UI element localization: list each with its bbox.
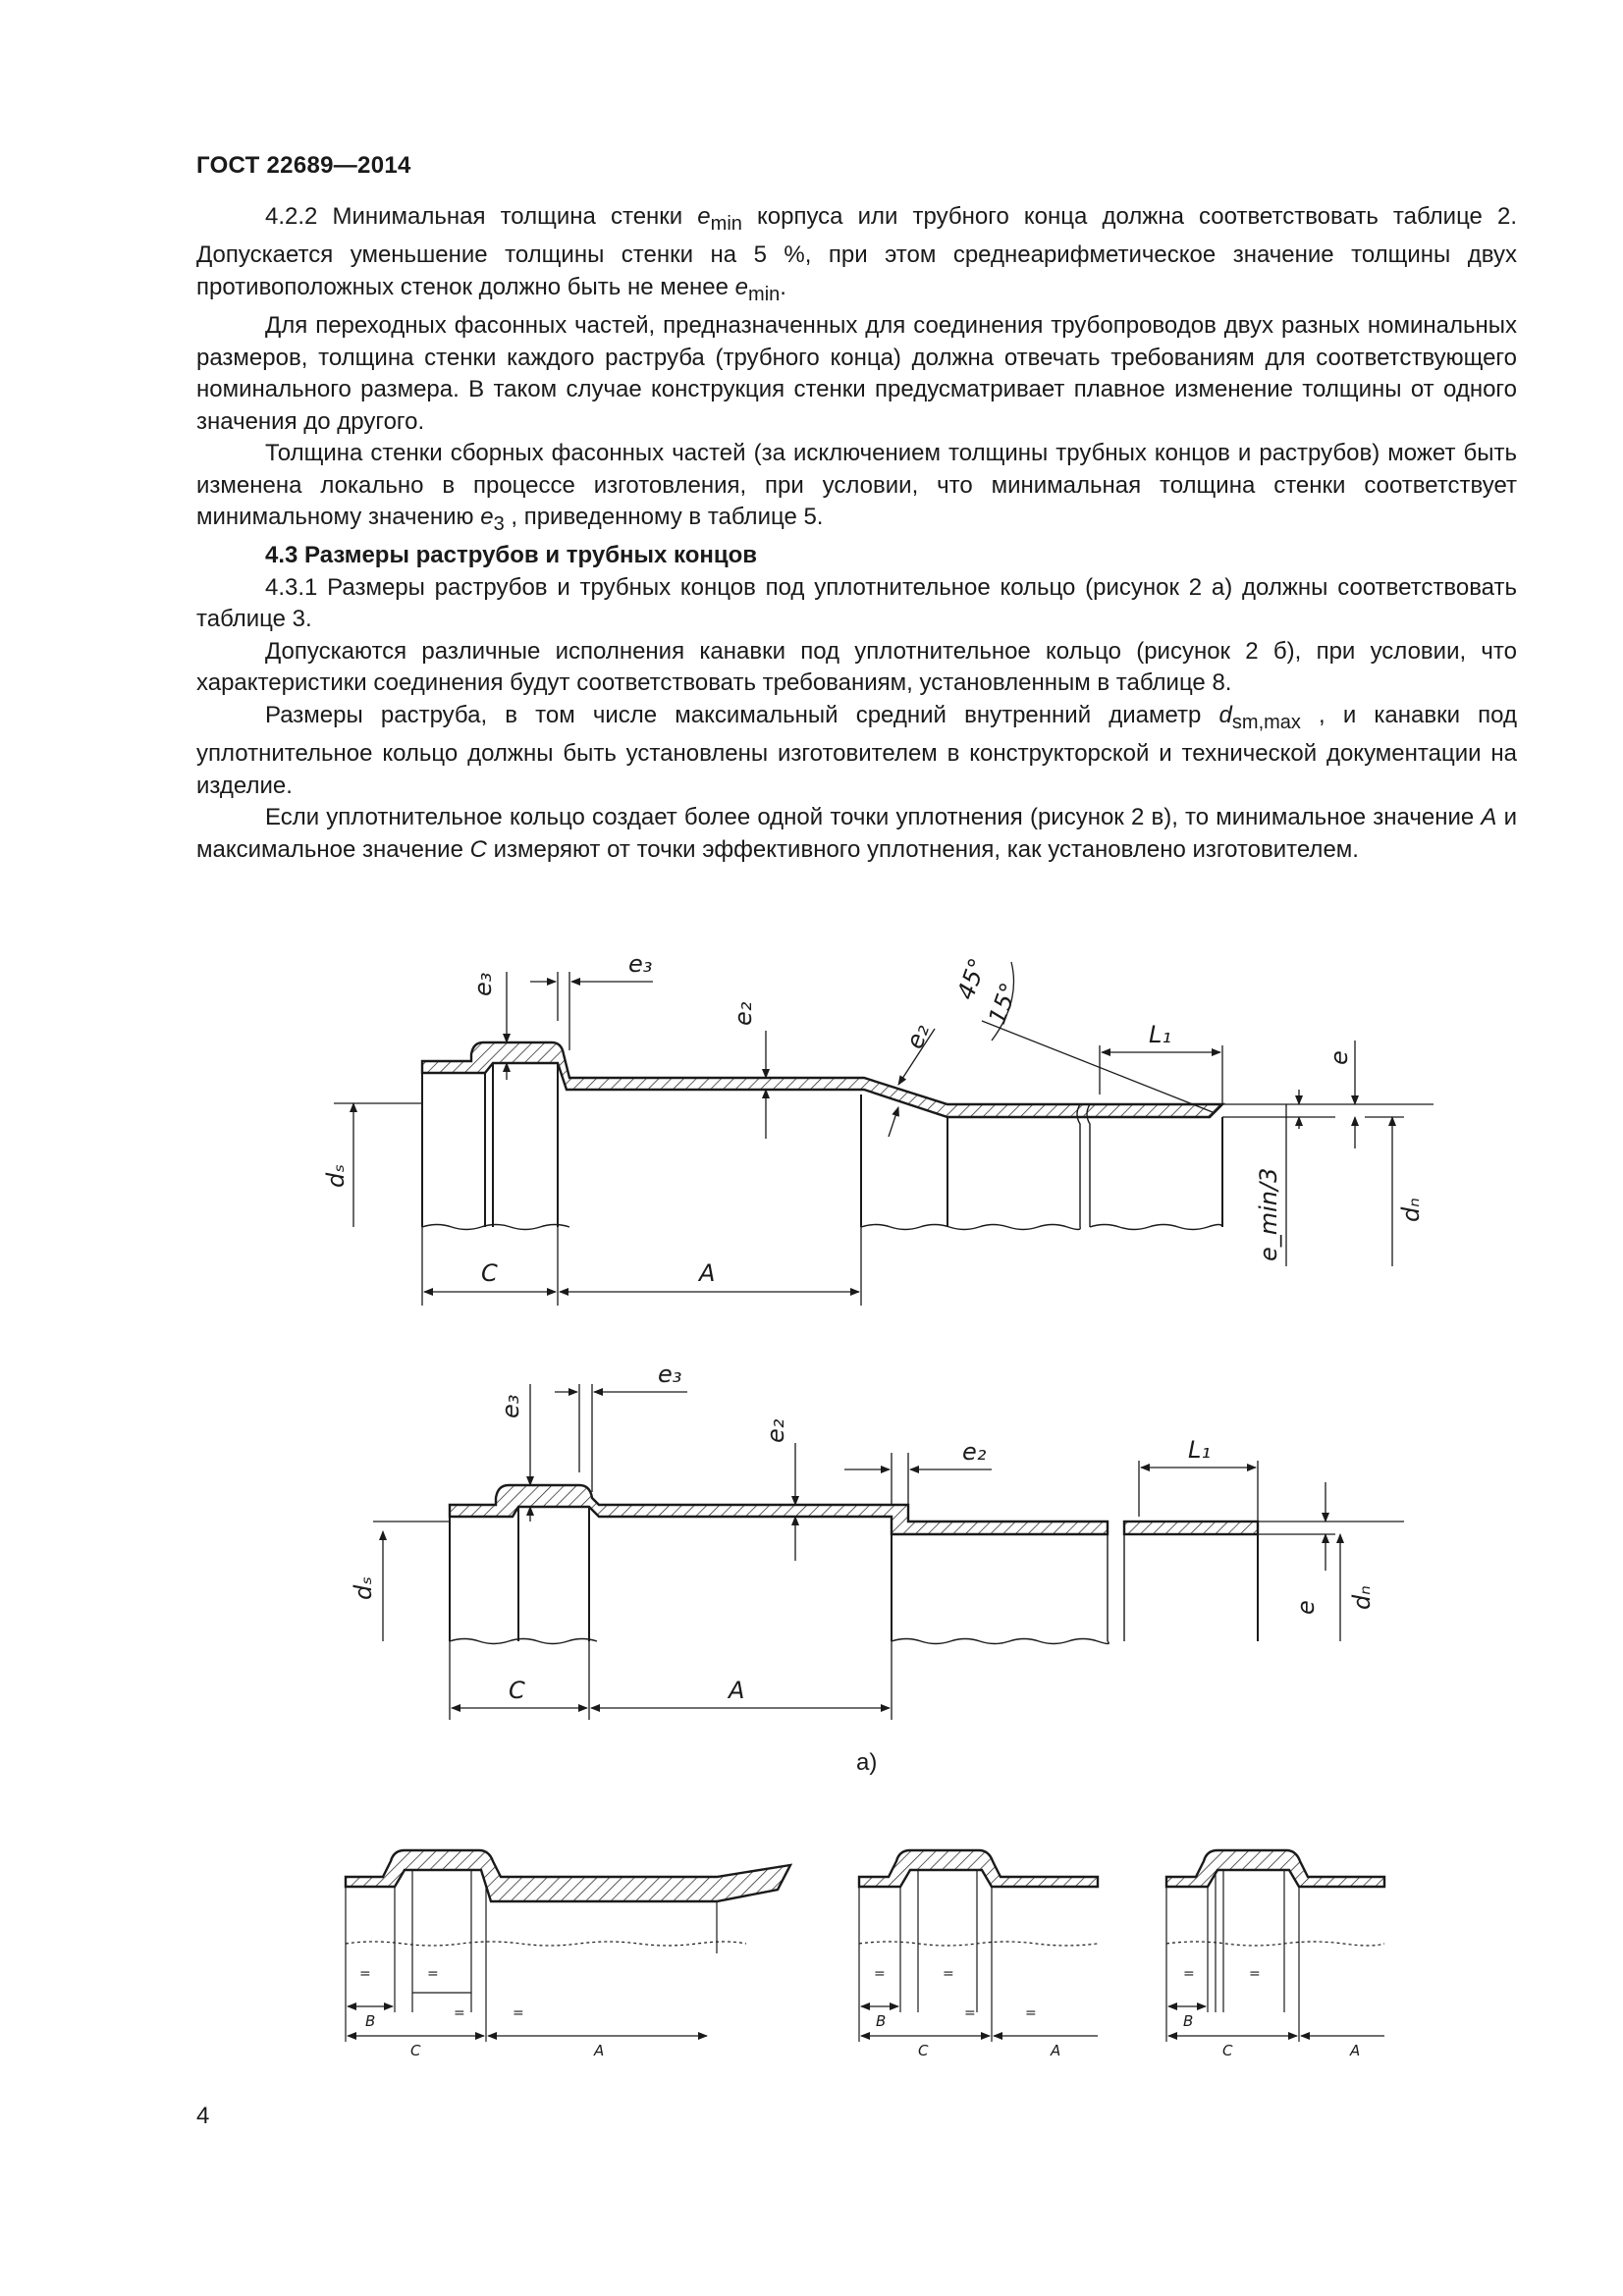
label-e2-vertical: e₂ xyxy=(762,1418,789,1443)
label-equal: = xyxy=(427,1966,439,1982)
paragraph: Толщина стенки сборных фасонных частей (за исключением толщины трубных концов и раструбов) может быть изменена локально в процессе изготовления, при условии, что минимальная толщина стенки соответствует минимальному значению $e_3$ , приведенному в таблице 5. xyxy=(196,440,1517,535)
paragraph: Если уплотнительное кольцо создает более одной точки уплотнения (рисунок 2 в), то минимальное значение A и максимальное значение C измеряют от точки эффективного уплотнения, как установлено изготовителем. xyxy=(196,804,1517,863)
label-e2: e₂ xyxy=(730,1001,757,1026)
label-ds: dₛ xyxy=(350,1575,377,1600)
label-e3: e₃ xyxy=(658,1361,682,1388)
pipe-wall-section xyxy=(450,1485,1108,1534)
document-header: ГОСТ 22689—2014 xyxy=(196,152,411,179)
pipe-wall-section xyxy=(1166,1850,1384,1887)
label-A: A xyxy=(1051,2042,1061,2059)
label-B: B xyxy=(365,2012,376,2030)
label-L1: L₁ xyxy=(1188,1436,1211,1464)
drawing-socket-with-step xyxy=(350,1361,1404,1720)
label-equal: = xyxy=(454,2005,465,2021)
label-equal: = xyxy=(1249,1966,1261,1982)
label-B: B xyxy=(876,2012,887,2030)
label-equal: = xyxy=(1183,1966,1195,1982)
paragraph: 4.3.1 Размеры раструбов и трубных концов под уплотнительное кольцо (рисунок 2 а) должны соответствовать таблице 3. xyxy=(196,573,1517,633)
label-ds: dₛ xyxy=(322,1163,350,1188)
label-A: A xyxy=(1350,2042,1361,2059)
label-e: e xyxy=(1292,1600,1320,1615)
label-A: A xyxy=(729,1677,745,1704)
label-C: C xyxy=(410,2042,421,2059)
pipe-wall-section xyxy=(859,1850,1098,1887)
drawing-socket-with-spigot xyxy=(322,950,1434,1306)
label-A: A xyxy=(699,1259,716,1287)
drawing-groove-variant-1 xyxy=(346,1850,790,2059)
label-e2: e₂ xyxy=(962,1438,987,1466)
label-C: C xyxy=(1222,2042,1233,2059)
label-B: B xyxy=(1183,2012,1194,2030)
drawing-groove-variant-3 xyxy=(1166,1850,1384,2059)
label-e: e xyxy=(1325,1050,1353,1065)
label-e3: e₃ xyxy=(628,950,653,978)
label-C: C xyxy=(481,1259,498,1287)
label-e2-inclined: e₂ xyxy=(900,1020,935,1053)
label-L1: L₁ xyxy=(1149,1021,1171,1048)
paragraph: Допускаются различные исполнения канавки под уплотнительное кольцо (рисунок 2 б), при условии, что характеристики соединения будут соответствовать требованиям, установленным в таблице 8. xyxy=(196,637,1517,697)
section-heading: 4.3 Размеры раструбов и трубных концов xyxy=(265,542,758,569)
figure-caption-a: а) xyxy=(856,1749,878,1776)
paragraph: Для переходных фасонных частей, предназначенных для соединения трубопроводов двух разных номинальных размеров, толщина стенки каждого раструба (трубного конца) должна отвечать требованиям для соответствующего номинального размера. В таком случае конструкция стенки предусматривает плавное изменение толщины от одного значения до другого. xyxy=(196,312,1517,435)
paragraph: Размеры раструба, в том числе максимальный средний внутренний диаметр $d_{sm,max}$ , и канавки под уплотнительное кольцо должны быть установлены изготовителем в конструкторской и технической документации на изделие. xyxy=(196,701,1518,799)
label-equal: = xyxy=(943,1966,954,1982)
paragraph: 4.2.2 Минимальная толщина стенки $e_{min}$ корпуса или трубного конца должна соответствовать таблице 2. Допускается уменьшение толщины стенки на 5 %, при этом среднеарифметическое значение толщины двух противоположных стенок должно быть не менее $e_{min}$. xyxy=(196,203,1517,305)
label-equal: = xyxy=(964,2005,976,2021)
label-15-degrees: 15° xyxy=(983,979,1024,1029)
label-C: C xyxy=(918,2042,929,2059)
label-e3-vertical: e₃ xyxy=(469,972,497,996)
label-equal: = xyxy=(1025,2005,1037,2021)
label-equal: = xyxy=(513,2005,524,2021)
page-number: 4 xyxy=(196,2103,210,2129)
label-e3-vertical: e₃ xyxy=(497,1394,524,1418)
drawing-groove-variant-2 xyxy=(859,1850,1098,2059)
label-45-degrees: 45° xyxy=(951,954,993,1004)
label-emin-3: e_min/3 xyxy=(1255,1167,1282,1261)
label-A: A xyxy=(594,2042,605,2059)
pipe-wall-section xyxy=(422,1042,1222,1117)
label-C: C xyxy=(509,1677,525,1704)
label-equal: = xyxy=(874,1966,886,1982)
label-equal: = xyxy=(359,1966,371,1982)
label-dn: dₙ xyxy=(1348,1585,1376,1610)
label-dn: dₙ xyxy=(1397,1198,1425,1222)
